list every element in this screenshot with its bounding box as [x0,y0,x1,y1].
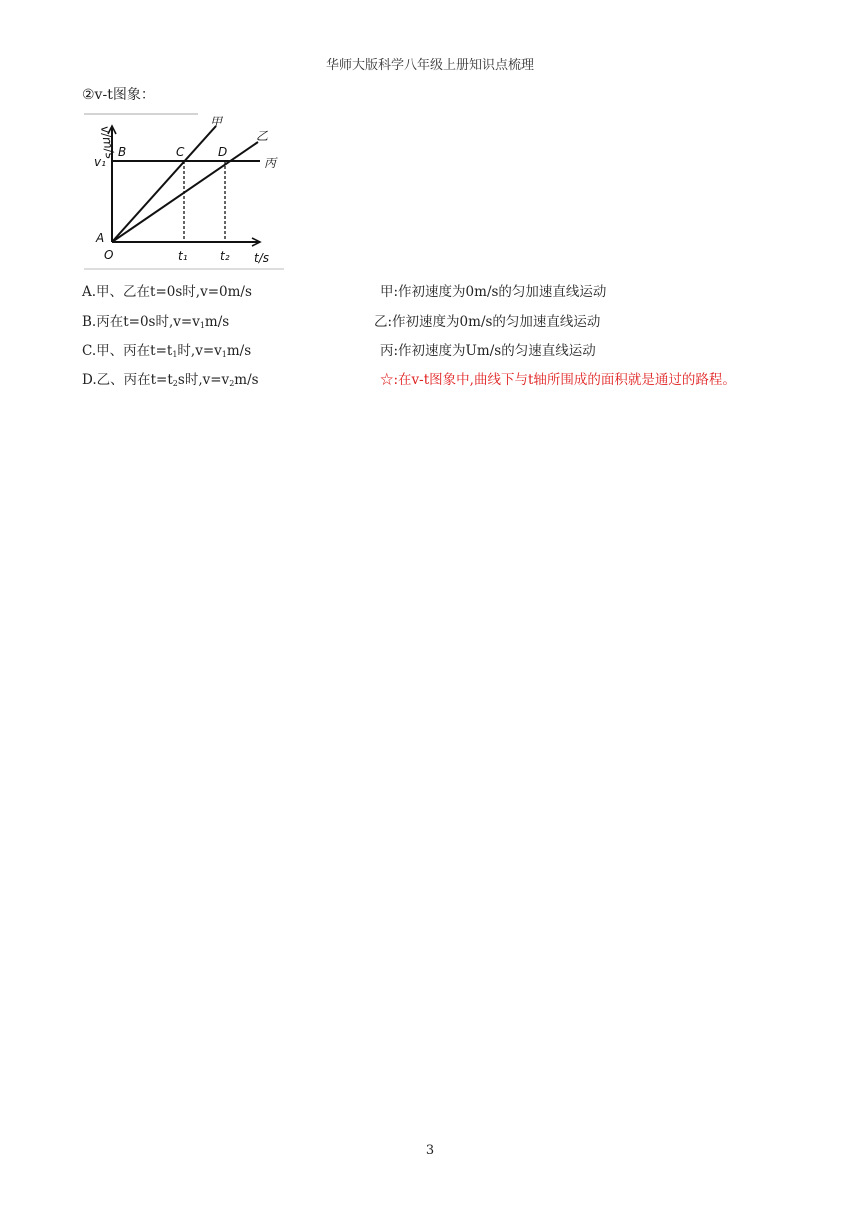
note-jia: 甲:作初速度为0m/s的匀加速直线运动 [380,284,607,300]
origin-label: O [104,248,114,262]
note-yi: 乙:作初速度为0m/s的匀加速直线运动 [374,314,601,330]
point-c-label: C [176,145,185,159]
v1-label: v₁ [94,155,106,169]
point-a-label: A [96,231,105,245]
option-a: A.甲、乙在t=0s时,v=0m/s [82,284,252,300]
point-d-label: D [218,145,228,159]
option-d: D.乙、丙在$t=t_2s$时$,v=v_2m/s$ [82,372,259,388]
section-title: ②v-t图象： [82,87,155,103]
point-b-label: B [118,145,127,159]
option-b: B.丙在t=0s时$,v=v_1m/s$ [82,314,230,330]
note-bing: 丙:作初速度为Um/s的匀速直线运动 [380,343,596,359]
y-axis-label: v/m/s [97,124,118,160]
page-number: 3 [425,1143,435,1158]
line-jia-label: 甲 [210,115,223,129]
t1-label: t₁ [178,249,188,263]
line-yi [112,142,258,242]
vt-graph [82,112,284,270]
note-area-tip: ☆:在v-t图象中,曲线下与t轴所围成的面积就是通过的路程。 [380,372,736,388]
option-c: C.甲、丙在$t=t_1$时$,v=v_1m/s$ [82,343,252,359]
line-bing-label: 丙 [264,156,277,170]
x-axis-label: t/s [254,251,269,265]
t2-label: t₂ [220,249,230,263]
line-jia [112,126,216,242]
line-yi-label: 乙 [256,129,269,143]
page-header: 华师大版科学八年级上册知识点梳理 [325,58,534,73]
